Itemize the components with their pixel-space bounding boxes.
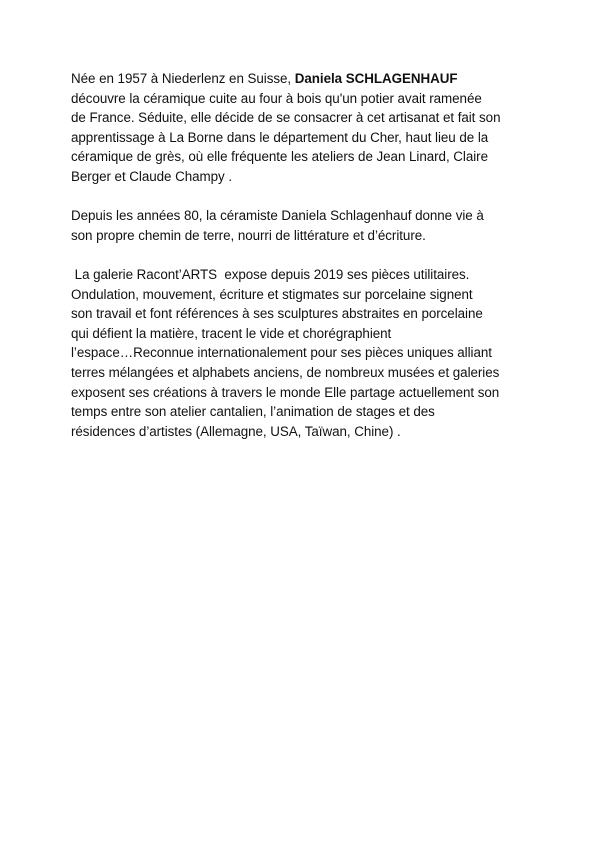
- text-segment: exposent ses créations à travers le monde Elle partage actuellement son: [71, 384, 500, 400]
- text-segment: l’espace…Reconnue internationalement pour ses pièces uniques alliant: [71, 345, 492, 361]
- biography-text: [71, 69, 541, 441]
- text-segment: temps entre son atelier cantalien, l’animation de stages et des: [71, 404, 435, 420]
- text-segment: de France. Séduite, elle décide de se consacrer à cet artisanat et fait son: [71, 110, 501, 126]
- text-segment: Berger et Claude Champy .: [71, 168, 233, 184]
- text-line: [71, 304, 541, 324]
- text-line: [71, 89, 541, 109]
- text-line: [71, 422, 541, 442]
- text-segment: terres mélangées et alphabets anciens, de nombreux musées et galeries: [71, 364, 500, 380]
- text-line: [71, 285, 541, 305]
- text-line: [71, 69, 541, 89]
- text-line: [71, 128, 541, 148]
- paragraph-2: [71, 206, 541, 245]
- text-segment: La galerie Racont’ARTS expose depuis 2019 ses pièces utilitaires.: [71, 266, 470, 282]
- text-segment: céramique de grès, où elle fréquente les ateliers de Jean Linard, Claire: [71, 149, 488, 165]
- text-line: [71, 108, 541, 128]
- text-segment: Née en 1957 à Niederlenz en Suisse,: [71, 71, 295, 86]
- text-line: [71, 383, 541, 403]
- text-segment: résidences d’artistes (Allemagne, USA, Taïwan, Chine) .: [71, 423, 401, 439]
- paragraph-3: [71, 265, 541, 441]
- text-segment: qui défient la matière, tracent le vide et chorégraphient: [71, 325, 392, 341]
- text-line: [71, 226, 541, 246]
- text-segment: découvre la céramique cuite au four à bois qu'un potier avait ramenée: [71, 90, 482, 106]
- text-line: [71, 167, 541, 187]
- text-line: [71, 402, 541, 422]
- text-segment: Depuis les années 80, la céramiste Daniela Schlagenhauf donne vie à: [71, 208, 484, 224]
- text-line: [71, 343, 541, 363]
- text-segment: Ondulation, mouvement, écriture et stigmates sur porcelaine signent: [71, 286, 473, 302]
- text-line: [71, 265, 541, 285]
- text-segment: apprentissage à La Borne dans le département du Cher, haut lieu de la: [71, 129, 489, 145]
- text-line: [71, 363, 541, 383]
- text-line: [71, 147, 541, 167]
- text-segment: son propre chemin de terre, nourri de littérature et d’écriture.: [71, 227, 426, 243]
- text-segment: son travail et font références à ses sculptures abstraites en porcelaine: [71, 306, 483, 322]
- artist-name: Daniela SCHLAGENHAUF: [294, 71, 458, 86]
- paragraph-1: [71, 69, 541, 187]
- text-line: [71, 324, 541, 344]
- text-line: [71, 206, 541, 226]
